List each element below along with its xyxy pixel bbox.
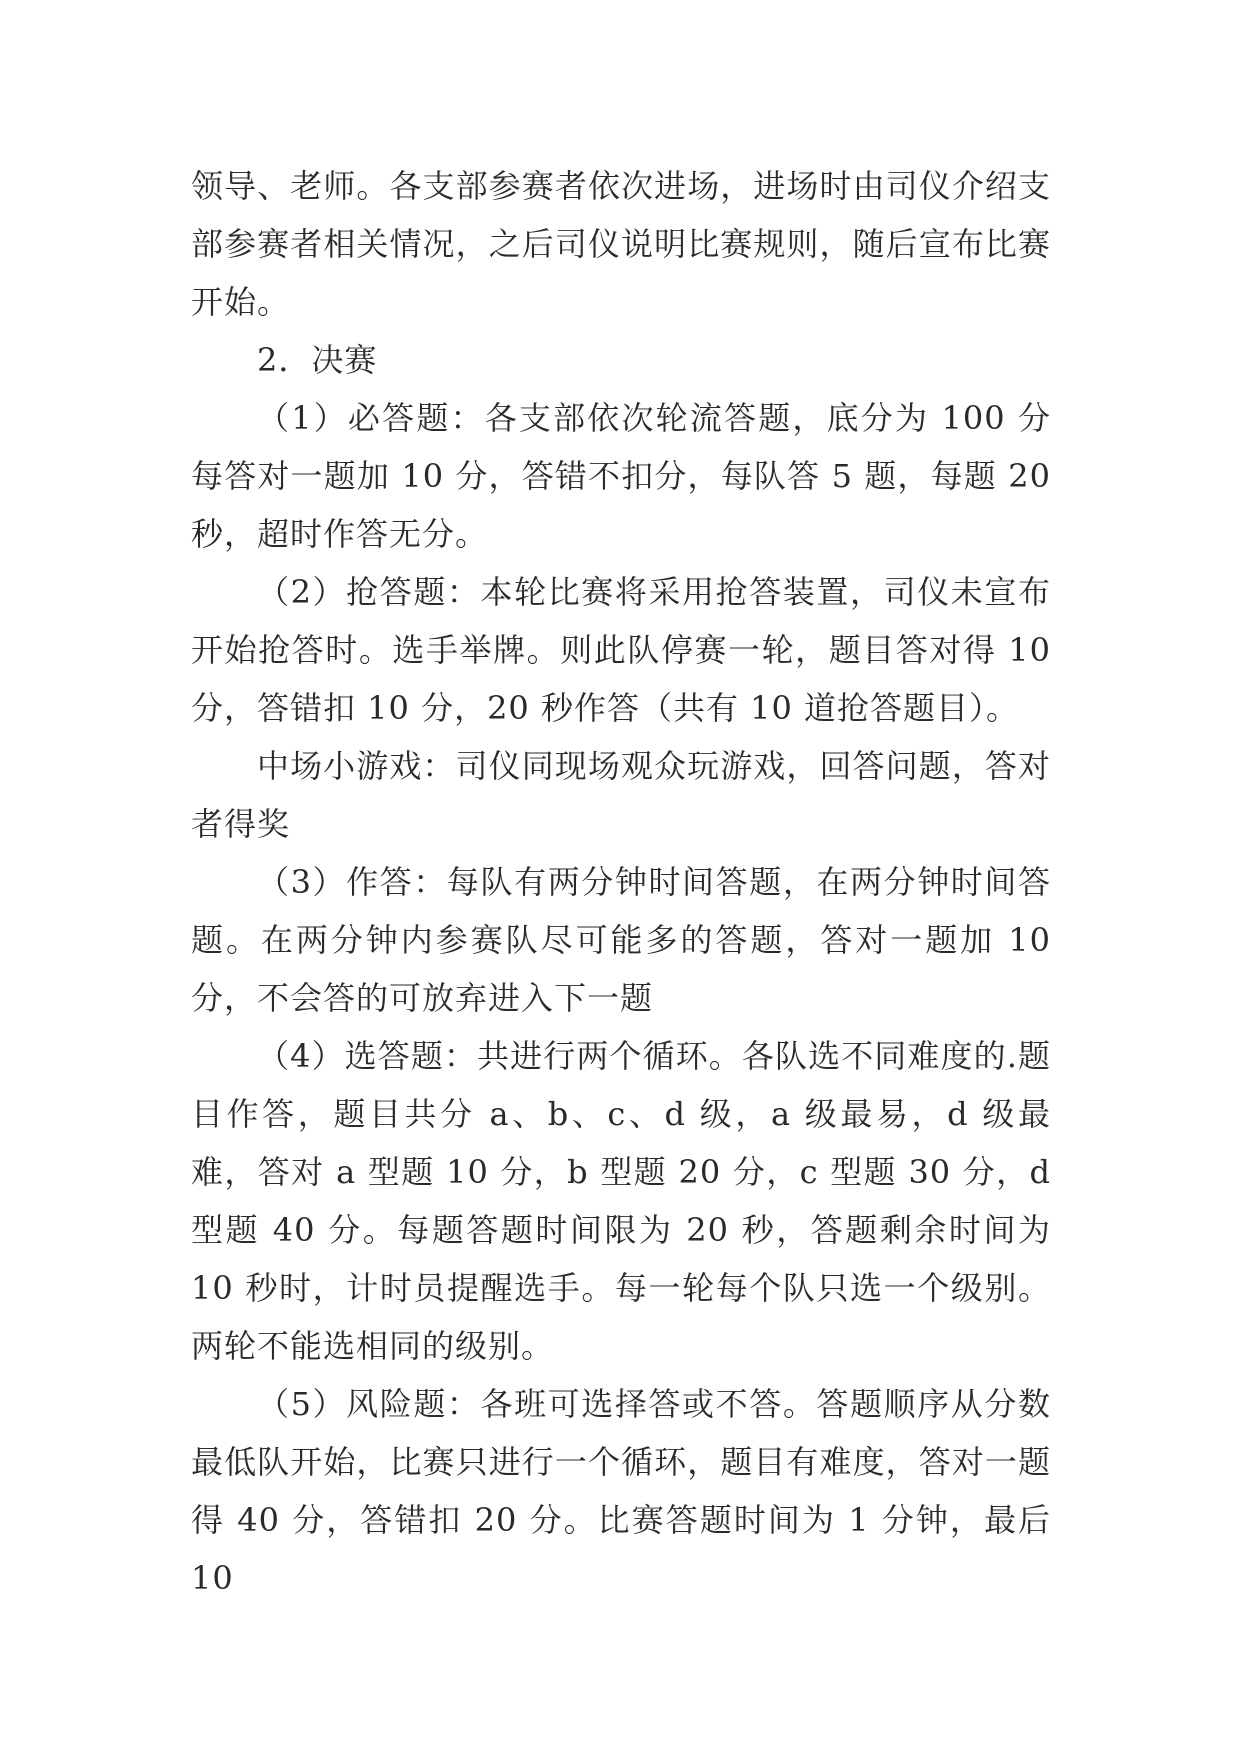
paragraph-selected-questions: （4）选答题：共进行两个循环。各队选不同难度的.题目作答，题目共分 a、b、c、d 级，a 级最易，d 级最难，答对 a 型题 10 分，b 型题 20 分，c 型题 30 分，d 型题 40 分。每题答题时间限为 20 秒，答题剩余时间为 10 秒时，计时员提醒选手。每一轮每个队只选一个级别。两轮不能选相同的级别。 xyxy=(191,1037,1051,1365)
paragraph-risk-questions: （5）风险题：各班可选择答或不答。答题顺序从分数最低队开始，比赛只进行一个循环，题目有难度，答对一题得 40 分，答错扣 20 分。比赛答题时间为 1 分钟，最后 10 xyxy=(191,1385,1051,1597)
paragraph-required-questions: （1）必答题：各支部依次轮流答题，底分为 100 分每答对一题加 10 分，答错不扣分，每队答 5 题，每题 20 秒，超时作答无分。 xyxy=(191,399,1051,553)
section-heading-finals: 2．决赛 xyxy=(257,341,378,379)
paragraph-timed-answers: （3）作答：每队有两分钟时间答题，在两分钟时间答题。在两分钟内参赛队尽可能多的答题，答对一题加 10 分，不会答的可放弃进入下一题 xyxy=(191,863,1051,1017)
paragraph-buzzer-questions: （2）抢答题：本轮比赛将采用抢答装置，司仪未宣布开始抢答时。选手举牌。则此队停赛一轮，题目答对得 10 分，答错扣 10 分，20 秒作答（共有 10 道抢答题目）。 xyxy=(191,573,1051,727)
paragraph-halftime-game: 中场小游戏：司仪同现场观众玩游戏，回答问题，答对者得奖 xyxy=(191,747,1051,843)
document-body xyxy=(191,157,1051,1607)
paragraph-opening: 领导、老师。各支部参赛者依次进场，进场时由司仪介绍支部参赛者相关情况，之后司仪说明比赛规则，随后宣布比赛开始。 xyxy=(191,167,1051,321)
